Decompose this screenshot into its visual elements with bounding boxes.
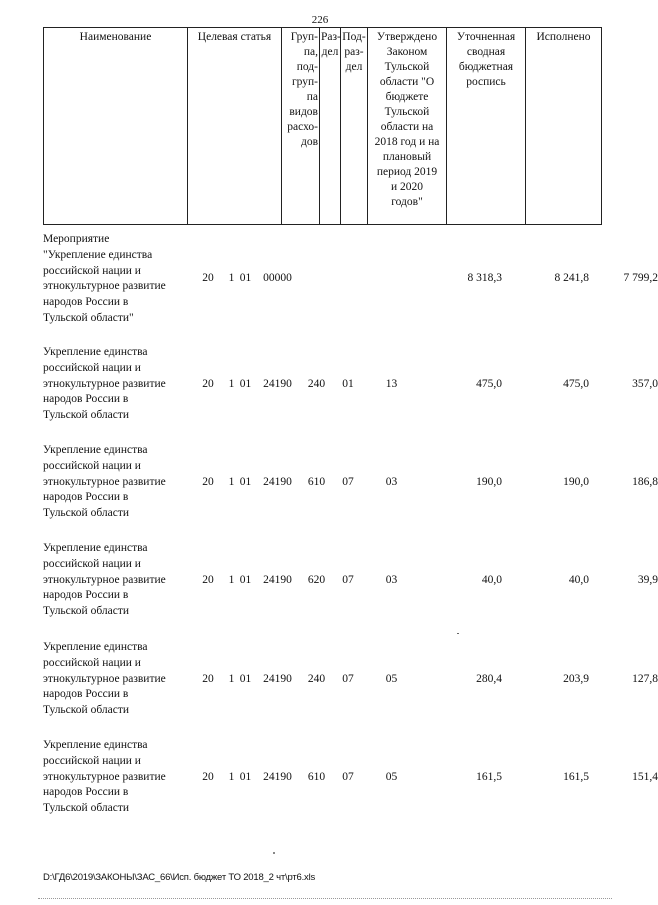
row-code-c: 01 — [239, 475, 252, 488]
row-group: 240 — [307, 672, 326, 685]
row-code-a: 20 — [202, 377, 214, 390]
row-code-c: 01 — [239, 272, 252, 285]
row-code-d: 24190 — [263, 475, 292, 488]
bottom-dotted-line — [38, 898, 612, 900]
row-section: 01 — [342, 377, 354, 390]
row-code-d: 24190 — [263, 377, 292, 390]
header-name: Наименование — [44, 28, 188, 224]
row-approved: 475,0 — [476, 377, 502, 390]
row-approved: 190,0 — [476, 475, 502, 488]
row-executed: 127,8 — [632, 672, 658, 685]
row-executed: 39,9 — [637, 573, 658, 586]
table-header — [43, 27, 602, 225]
row-code-c: 01 — [239, 672, 252, 685]
row-executed: 7 799,2 — [623, 272, 658, 285]
row-refined: 40,0 — [568, 573, 589, 586]
row-code-a: 20 — [202, 475, 214, 488]
row-approved: 280,4 — [476, 672, 502, 685]
row-section: 07 — [342, 475, 354, 488]
row-code-a: 20 — [202, 272, 214, 285]
row-subsection: 05 — [385, 770, 398, 783]
row-executed: 151,4 — [632, 770, 658, 783]
row-code-d: 24190 — [263, 573, 292, 586]
row-section: 07 — [342, 770, 354, 783]
page-number: 226 — [311, 14, 329, 26]
row-code-d: 00000 — [263, 272, 292, 285]
header-subsection: Под- раз- дел — [341, 28, 368, 224]
row-name: Укрепление единства российской нации и этнокультурное развитие народов России в Тульской области — [43, 739, 166, 815]
row-code-d: 24190 — [263, 770, 292, 783]
header-target: Целевая статья — [188, 28, 282, 224]
row-name: Укрепление единства российской нации и этнокультурное развитие народов России в Тульской области — [43, 346, 166, 422]
row-code-b: 1 — [228, 672, 235, 685]
table-row — [43, 640, 658, 719]
row-approved: 40,0 — [481, 573, 502, 586]
row-code-c: 01 — [239, 573, 252, 586]
row-group: 610 — [307, 475, 326, 488]
table-row — [43, 541, 658, 620]
row-name: Укрепление единства российской нации и этнокультурное развитие народов России в Тульской области — [43, 641, 166, 717]
row-approved: 161,5 — [476, 770, 502, 783]
header-approved: Утверждено Законом Тульской области "О бюджете Тульской области на 2018 год и на плановый период 2019 и 2020 годов" — [368, 28, 447, 224]
row-approved: 8 318,3 — [467, 272, 502, 285]
scan-speck — [457, 633, 459, 634]
header-group: Груп- па, под- груп- па видов расхо- дов — [282, 28, 320, 224]
row-code-a: 20 — [202, 672, 214, 685]
row-name: Укрепление единства российской нации и этнокультурное развитие народов России в Тульской области — [43, 444, 166, 520]
table-row — [43, 345, 658, 424]
row-code-b: 1 — [228, 770, 235, 783]
row-group: 240 — [307, 377, 326, 390]
header-executed: Исполнено — [536, 31, 591, 43]
row-section: 07 — [342, 672, 354, 685]
table-row — [43, 443, 658, 522]
row-name: Укрепление единства российской нации и этнокультурное развитие народов России в Тульской области — [43, 542, 166, 618]
table-row — [43, 738, 658, 817]
row-refined: 190,0 — [563, 475, 589, 488]
row-code-a: 20 — [202, 573, 214, 586]
row-refined: 203,9 — [563, 672, 589, 685]
row-subsection: 13 — [385, 377, 398, 390]
scan-speck — [273, 852, 275, 854]
row-code-c: 01 — [239, 377, 252, 390]
row-name: Мероприятие "Укрепление единства российской нации и этнокультурное развитие народов России в Тульской области" — [43, 233, 166, 324]
row-refined: 161,5 — [563, 770, 589, 783]
row-refined: 8 241,8 — [554, 272, 589, 285]
row-code-c: 01 — [239, 770, 252, 783]
row-code-b: 1 — [228, 573, 235, 586]
table-row — [43, 232, 658, 327]
row-code-b: 1 — [228, 272, 235, 285]
row-executed: 186,8 — [632, 475, 658, 488]
row-group: 620 — [307, 573, 326, 586]
row-refined: 475,0 — [563, 377, 589, 390]
row-code-a: 20 — [202, 770, 214, 783]
row-subsection: 05 — [385, 672, 398, 685]
row-section: 07 — [342, 573, 354, 586]
row-executed: 357,0 — [632, 377, 658, 390]
row-code-d: 24190 — [263, 672, 292, 685]
row-subsection: 03 — [385, 475, 398, 488]
header-section: Раз- дел — [320, 28, 341, 224]
row-code-b: 1 — [228, 475, 235, 488]
row-code-b: 1 — [228, 377, 235, 390]
row-subsection: 03 — [385, 573, 398, 586]
header-refined: Уточненная сводная бюджетная роспись — [447, 28, 526, 224]
row-group: 610 — [307, 770, 326, 783]
file-path-footer: D:\ГД6\2019\ЗАКОНЫ\ЗАС_66\Исп. бюджет ТО 2018_2 чт\рт6.xls — [43, 872, 316, 883]
